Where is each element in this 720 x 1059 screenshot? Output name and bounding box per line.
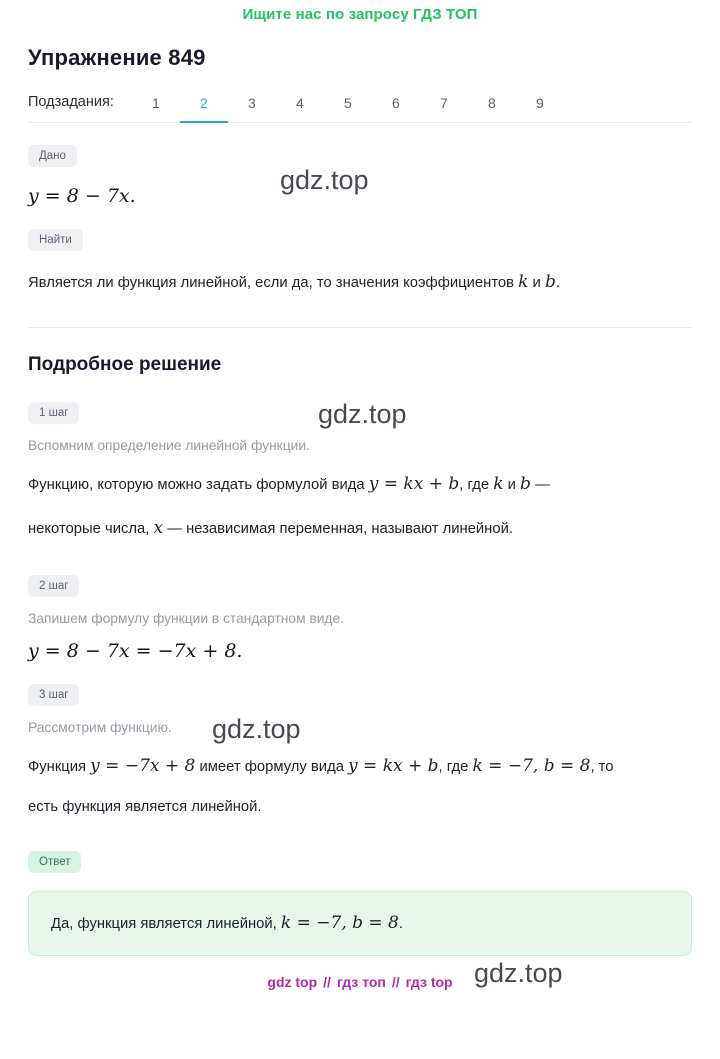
footer-link-3[interactable]: гдз top xyxy=(405,973,453,990)
answer-box xyxy=(28,891,692,956)
step-1-line-2 xyxy=(28,511,692,545)
step-2-equation: y = 8 − 7x = −7x + 8. xyxy=(28,640,243,662)
watermark-1: gdz.top xyxy=(280,165,369,195)
step-3-text-d: , то xyxy=(590,759,614,775)
footer-link-2[interactable]: гдз топ xyxy=(336,973,386,990)
subtask-tab-9[interactable]: 9 xyxy=(535,95,544,111)
step-1-var-x: x xyxy=(153,518,164,538)
subtask-tab-6[interactable]: 6 xyxy=(391,95,400,111)
step-3-chip: 3 шаг xyxy=(28,684,79,706)
step-2-chip: 2 шаг xyxy=(28,575,79,597)
footer-link-1[interactable]: gdz top xyxy=(267,973,318,990)
subtask-tab-1[interactable]: 1 xyxy=(151,95,160,111)
answer-chip: Ответ xyxy=(28,851,81,873)
subtask-tab-5[interactable]: 5 xyxy=(343,95,352,111)
step-3-coefficients: k = −7, b = 8 xyxy=(472,756,591,776)
step-1-text-d: — xyxy=(530,477,550,493)
watermark-4: gdz.top xyxy=(474,958,563,988)
step-3-text-a: Функция xyxy=(28,759,91,775)
subtask-tab-7[interactable]: 7 xyxy=(439,95,448,111)
given-chip: Дано xyxy=(28,145,77,167)
subtask-tab-2[interactable]: 2 xyxy=(180,91,228,123)
find-text-after: . xyxy=(555,275,560,291)
step-3-line-2: есть функция является линейной. xyxy=(28,799,262,815)
answer-block xyxy=(28,851,692,956)
footer-separator-2: // xyxy=(391,973,400,990)
subtasks-label: Подзадания: xyxy=(28,94,114,110)
solution-heading: Подробное решение xyxy=(28,354,222,375)
find-block xyxy=(28,229,692,299)
step-3-text-b: имеет формулу вида xyxy=(195,759,349,775)
step-3-line-1 xyxy=(28,749,692,783)
step-2-note: Запишем формулу функции в стандартном виде. xyxy=(28,611,344,626)
find-coef-k: k xyxy=(518,272,529,292)
step-1-text-a: Функцию, которую можно задать формулой вида xyxy=(28,477,369,493)
step-3-text-c: , где xyxy=(438,759,473,775)
subtask-tab-4[interactable]: 4 xyxy=(295,95,304,111)
watermark-2: gdz.top xyxy=(318,399,407,429)
step-3-formula-1: y = −7x + 8 xyxy=(90,756,196,776)
step-1-text-b: , где xyxy=(459,477,494,493)
find-coef-b: b xyxy=(544,272,556,292)
answer-text xyxy=(51,910,669,937)
find-chip: Найти xyxy=(28,229,83,251)
step-1-line-1 xyxy=(28,467,692,501)
solution-step-2 xyxy=(28,575,692,662)
footer-separator-1: // xyxy=(323,973,331,990)
step-1-line2-b: — независимая переменная, называют линейной. xyxy=(163,521,513,537)
subtask-tab-8[interactable]: 8 xyxy=(487,95,496,111)
step-1-coef-b: b xyxy=(520,474,531,494)
given-equation: y = 8 − 7x. xyxy=(28,185,136,207)
watermark-3: gdz.top xyxy=(212,714,301,744)
answer-coefficients: k = −7, b = 8 xyxy=(280,912,399,933)
subtasks-bar xyxy=(28,91,692,123)
answer-text-a: Да, функция является линейной, xyxy=(51,915,281,932)
step-1-text-c: и xyxy=(503,477,520,493)
step-1-line2-a: некоторые числа, xyxy=(28,521,154,537)
subtask-tab-3[interactable]: 3 xyxy=(247,95,256,111)
step-1-coef-k: k xyxy=(493,474,504,494)
find-conjunction: и xyxy=(528,275,545,291)
find-text xyxy=(28,265,692,299)
promo-banner: Ищите нас по запросу ГДЗ ТОП xyxy=(242,6,478,23)
answer-text-b: . xyxy=(398,915,404,932)
solution-step-3 xyxy=(28,684,692,823)
step-3-note: Рассмотрим функцию. xyxy=(28,720,172,735)
find-text-before: Является ли функция линейной, если да, то значения коэффициентов xyxy=(28,275,519,291)
content-area xyxy=(0,45,720,956)
page-title: Упражнение 849 xyxy=(28,45,206,70)
subtask-list xyxy=(132,91,564,122)
step-1-formula: y = kx + b xyxy=(368,474,460,494)
section-divider xyxy=(28,327,692,328)
step-1-chip: 1 шаг xyxy=(28,402,79,424)
footer-links xyxy=(0,956,720,1004)
solution-step-1 xyxy=(28,402,692,545)
given-block xyxy=(28,145,692,207)
step-3-formula-2: y = kx + b xyxy=(348,756,439,776)
step-1-note: Вспомним определение линейной функции. xyxy=(28,438,310,453)
